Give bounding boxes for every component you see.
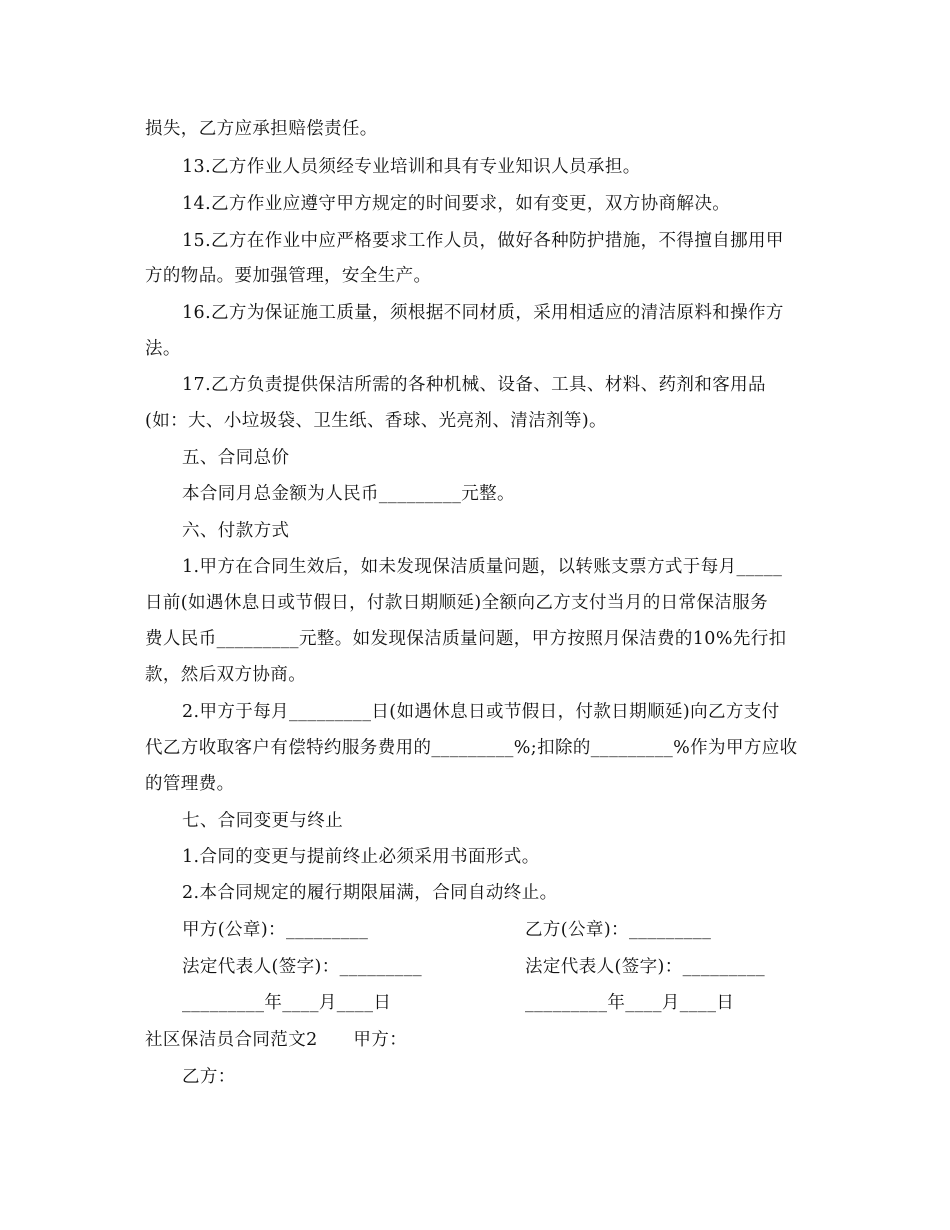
clause-16: 16.乙方为保证施工质量，须根据不同材质，采用相适应的清洁原料和操作方 (182, 303, 784, 323)
section-heading-5: 五、合同总价 (182, 448, 290, 468)
clause-17: 17.乙方负责提供保洁所需的各种机械、设备、工具、材料、药剂和客用品 (182, 375, 766, 395)
payment-clause-1-cont: 费人民币_________元整。如发现保洁质量问题，甲方按照月保洁费的10%先行扣 (145, 629, 787, 649)
next-contract-party-b: 乙方： (182, 1067, 236, 1087)
payment-clause-2: 2.甲方于每月_________日(如遇休息日或节假日，付款日期顺延)向乙方支付 (182, 702, 780, 722)
change-clause-1: 1.合同的变更与提前终止必须采用书面形式。 (182, 847, 540, 867)
party-a-representative: 法定代表人(签字)：_________ (182, 957, 423, 977)
paragraph-line: 损失，乙方应承担赔偿责任。 (145, 119, 378, 139)
clause-14: 14.乙方作业应遵守甲方规定的时间要求，如有变更，双方协商解决。 (182, 194, 731, 214)
party-b-representative: 法定代表人(签字)：_________ (525, 957, 766, 977)
party-a-seal: 甲方(公章)：_________ (182, 920, 369, 940)
payment-clause-1-cont: 日前(如遇休息日或节假日，付款日期顺延)全额向乙方支付当月的日常保洁服务 (145, 593, 769, 613)
section-heading-6: 六、付款方式 (182, 521, 290, 541)
clause-15: 15.乙方在作业中应严格要求工作人员，做好各种防护措施，不得擅自挪用甲 (182, 231, 784, 251)
next-contract-title: 社区保洁员合同范文2 甲方： (145, 1030, 408, 1050)
payment-clause-2-cont: 的管理费。 (145, 774, 235, 794)
party-b-seal: 乙方(公章)：_________ (525, 920, 712, 940)
payment-clause-2-cont: 代乙方收取客户有偿特约服务费用的_________%;扣除的_________%作为甲方应收 (145, 738, 798, 758)
payment-clause-1: 1.甲方在合同生效后，如未发现保洁质量问题，以转账支票方式于每月_____ (182, 557, 783, 577)
party-a-date: _________年____月____日 (182, 993, 392, 1013)
clause-17-cont: (如：大、小垃圾袋、卫生纸、香球、光亮剂、清洁剂等)。 (145, 411, 607, 431)
party-b-date: _________年____月____日 (525, 993, 735, 1013)
payment-clause-1-cont: 款，然后双方协商。 (145, 665, 307, 685)
clause-16-cont: 法。 (145, 339, 181, 359)
clause-15-cont: 方的物品。要加强管理，安全生产。 (145, 266, 432, 286)
clause-13: 13.乙方作业人员须经专业培训和具有专业知识人员承担。 (182, 157, 641, 177)
total-price-line: 本合同月总金额为人民币_________元整。 (182, 484, 515, 504)
change-clause-2: 2.本合同规定的履行期限届满，合同自动终止。 (182, 883, 558, 903)
section-heading-7: 七、合同变更与终止 (182, 811, 344, 831)
